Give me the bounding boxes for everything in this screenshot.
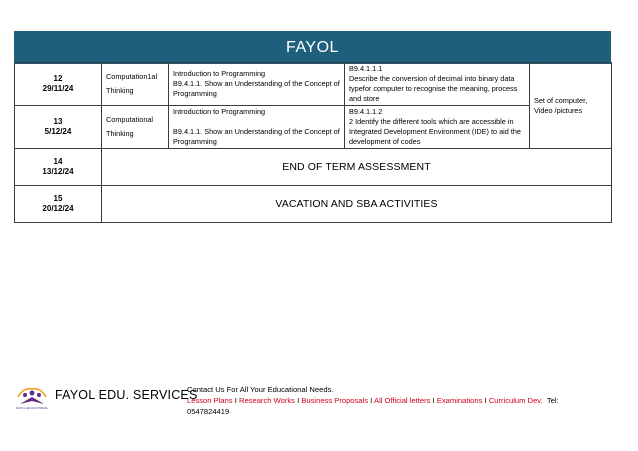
strand-line: Computation1al <box>106 72 158 81</box>
separator: I <box>370 396 373 405</box>
strand-line: Thinking <box>106 86 134 95</box>
week-number: 15 <box>53 194 63 203</box>
indicator-code: B9.4.1.1.1 <box>349 64 383 73</box>
service-link[interactable]: Curriculum Dev. <box>488 396 543 405</box>
scheme-of-work-table <box>14 62 612 223</box>
sub-strand-cell <box>169 106 345 149</box>
tel-label: Tel: <box>546 396 559 405</box>
service-link[interactable]: Research Works <box>238 396 295 405</box>
service-link[interactable]: All Official letters <box>374 396 431 405</box>
table-row <box>15 106 612 149</box>
week-date: 5/12/24 <box>44 127 72 136</box>
contact-line: Contact Us For All Your Educational Needs. <box>187 385 334 394</box>
strand-cell <box>102 63 169 106</box>
footer-contact <box>187 384 607 417</box>
indicator-text: 2 Identify the different tools which are accessible in Integrated Development Environment (IDE) to aid the development of codes <box>349 117 521 146</box>
week-cell <box>15 149 102 186</box>
indicator-cell <box>345 106 530 149</box>
separator: I <box>484 396 487 405</box>
fayol-logo <box>12 383 52 413</box>
content-standard: B9.4.1.1. Show an Understanding of the Concept of Programming <box>173 127 340 146</box>
services-line <box>187 395 607 406</box>
week-number: 12 <box>53 74 63 83</box>
service-link[interactable]: Business Proposals <box>301 396 369 405</box>
week-number: 13 <box>53 117 63 126</box>
resources-cell: Set of computer, Video /pictures <box>530 63 612 149</box>
phone-number: 0547824419 <box>187 407 230 416</box>
table-row <box>15 63 612 106</box>
vacation-cell: VACATION AND SBA ACTIVITIES <box>102 186 612 223</box>
separator: I <box>234 396 237 405</box>
table-row <box>15 186 612 223</box>
strand-cell <box>102 106 169 149</box>
week-date: 20/12/24 <box>42 204 74 213</box>
week-date: 13/12/24 <box>42 167 74 176</box>
sub-strand-cell <box>169 63 345 106</box>
week-cell <box>15 63 102 106</box>
brand-name: FAYOL EDU. SERVICES <box>55 388 198 402</box>
sub-strand-title: Introduction to Programming <box>173 107 266 116</box>
week-date: 29/11/24 <box>42 84 74 93</box>
strand-line: Thinking <box>106 129 134 138</box>
indicator-code: B9.4.1.1.2 <box>349 107 383 116</box>
week-number: 14 <box>53 157 63 166</box>
assessment-cell: END OF TERM ASSESSMENT <box>102 149 612 186</box>
indicator-cell <box>345 63 530 106</box>
indicator-text: Describe the conversion of decimal into binary data typefor computer to recognise the meaning, process and store <box>349 74 518 103</box>
page-banner: FAYOL <box>14 31 611 64</box>
sub-strand-title: Introduction to Programming <box>173 69 266 78</box>
strand-line: Computational <box>106 115 154 124</box>
separator: I <box>297 396 300 405</box>
week-cell <box>15 106 102 149</box>
service-link[interactable]: Lesson Plans <box>187 396 233 405</box>
separator: I <box>432 396 435 405</box>
service-link[interactable]: Examinations <box>436 396 483 405</box>
table-row <box>15 149 612 186</box>
logo-caption: FAYOL EDUCATIONAL <box>15 406 49 410</box>
week-cell <box>15 186 102 223</box>
content-standard: B9.4.1.1. Show an Understanding of the Concept of Programming <box>173 79 340 98</box>
